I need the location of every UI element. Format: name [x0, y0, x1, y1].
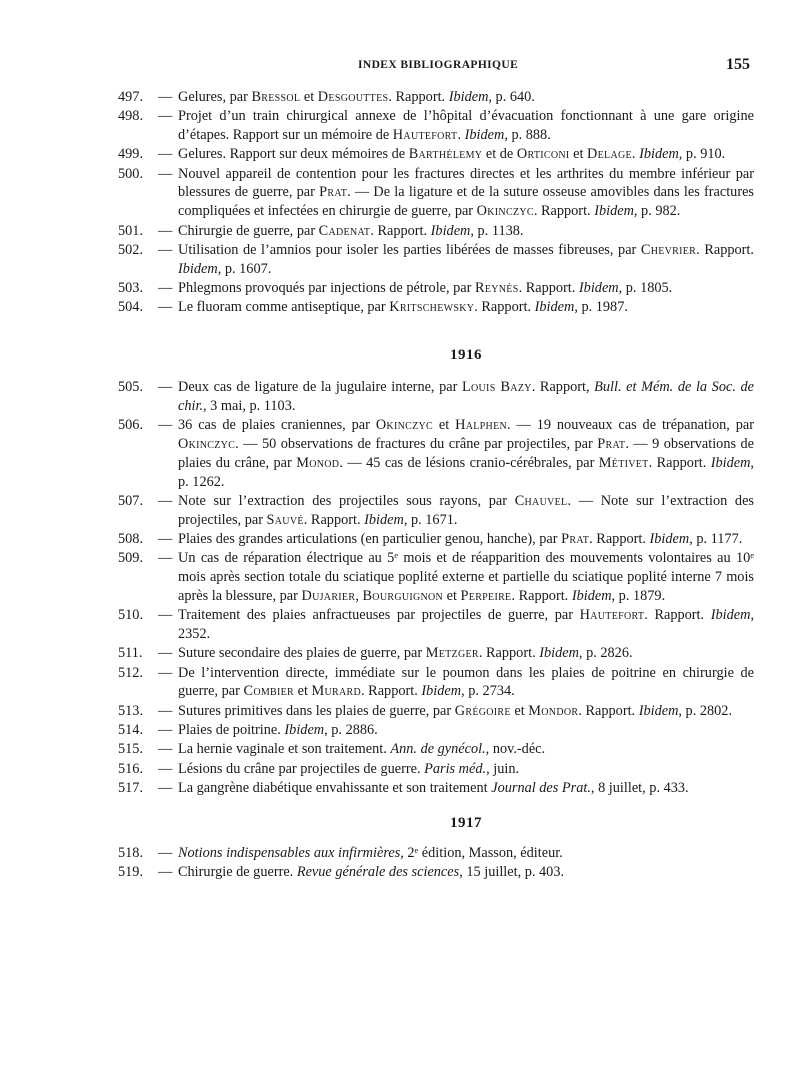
bibliography-entry — [118, 606, 754, 644]
bibliography-entry — [118, 664, 754, 702]
entry-dash: — — [158, 417, 173, 434]
page-header — [0, 56, 800, 78]
entry-fragment: , 3 mai, p. 1103. — [203, 397, 296, 414]
entry-fragment: . Rapport. — [303, 511, 365, 528]
entry-number: 501. — [118, 222, 144, 239]
entry-fragment: , p. 2826. — [578, 645, 633, 662]
bibliography-entry — [118, 222, 754, 241]
entry-fragment: . Rapport. — [370, 222, 431, 239]
year-heading: 1917 — [450, 814, 482, 831]
author-name: Murard — [311, 683, 362, 700]
entry-fragment: , 15 juillet, p. 403. — [459, 863, 565, 880]
bibliography-entry — [118, 378, 754, 416]
italic-source: Ibidem — [464, 127, 505, 144]
bibliography-entry — [118, 107, 754, 145]
italic-source: Ibidem — [364, 511, 404, 528]
year-heading: 1916 — [450, 347, 482, 364]
entry-text — [178, 550, 754, 604]
author-name: Prat — [597, 435, 626, 452]
bibliography-entry — [118, 721, 754, 740]
entry-fragment: , p. 888. — [504, 127, 551, 144]
author-name: Bourguignon — [362, 587, 444, 604]
entry-number: 508. — [118, 530, 144, 547]
bibliography-entry — [118, 760, 754, 779]
entry-fragment: Plaies de poitrine. — [178, 721, 285, 738]
italic-source: Ibidem — [539, 645, 579, 662]
entry-text — [178, 89, 535, 105]
author-name: Hautefort — [579, 607, 645, 624]
entry-dash: — — [158, 530, 173, 547]
entry-fragment: . — Note sur l’extraction des projectiles, par — [178, 492, 754, 528]
italic-source: Notions indispensables aux infirmières — [178, 844, 401, 861]
bibliography-entry — [118, 702, 754, 721]
italic-source: Ibidem — [639, 146, 679, 163]
italic-source: Ibidem — [649, 530, 690, 547]
entry-fragment: , p. 2802. — [678, 702, 733, 719]
entry-fragment: Gelures. Rapport sur deux mémoires de — [178, 146, 409, 163]
bibliography-index — [118, 88, 754, 882]
entry-fragment: 36 cas de plaies craniennes, par — [178, 417, 376, 434]
entry-dash: — — [158, 492, 173, 509]
entry-fragment: Gelures, par — [178, 89, 252, 105]
author-name: Halphen — [455, 417, 507, 434]
author-name: Cadenat — [318, 222, 371, 239]
entry-fragment: Projet d’un train chirurgical annexe de l’hôpital d’évacuation fonctionnant à une gare origine d’étapes. Rapport sur un mémoire de — [178, 108, 754, 144]
author-name: Monod — [296, 454, 340, 471]
entry-fragment: Utilisation de l’amnios pour isoler les parties libérées de masses fibreuses, par — [178, 241, 641, 258]
bibliography-entry — [118, 416, 754, 491]
entry-text — [178, 493, 754, 528]
italic-source: Bull. et Mém. de la Soc. de chir. — [178, 379, 754, 414]
entry-text — [178, 761, 519, 777]
author-name: Métivet — [598, 454, 649, 471]
entry-dash: — — [158, 299, 173, 316]
italic-source: Ibidem — [448, 89, 489, 105]
italic-source: Paris méd. — [424, 760, 487, 777]
entry-fragment: , 2ᵉ édition, Masson, éditeur. — [400, 844, 563, 861]
author-name: Perpeire — [460, 587, 512, 604]
bibliography-entry — [118, 492, 754, 530]
entry-fragment: , p. 1138. — [470, 222, 524, 239]
entry-fragment: Sutures primitives dans les plaies de guerre, par — [178, 702, 455, 719]
entry-fragment: . — 19 nouveaux cas de trépanation, par — [507, 417, 755, 434]
entry-dash: — — [158, 779, 173, 796]
entry-fragment: . Rapport. — [361, 683, 422, 700]
entry-fragment: et — [510, 702, 529, 719]
entry-text — [178, 845, 563, 861]
entry-fragment: Deux cas de ligature de la jugulaire interne, par — [178, 379, 462, 396]
italic-source: Ibidem — [178, 260, 218, 277]
entry-text — [178, 864, 564, 880]
author-name: Chevrier — [640, 241, 697, 258]
entry-fragment: , p. 2734. — [461, 683, 515, 700]
entry-number: 500. — [118, 165, 144, 182]
entry-fragment: . Rapport. — [511, 587, 572, 604]
entry-fragment: , p. 1671. — [403, 511, 458, 528]
entry-text — [178, 242, 754, 277]
entry-number: 517. — [118, 779, 144, 796]
entry-fragment: Chirurgie de guerre, par — [178, 222, 319, 239]
author-name: Combier — [243, 683, 295, 700]
entry-number: 499. — [118, 146, 144, 163]
entry-text — [178, 703, 732, 719]
author-name: Mondor — [528, 702, 579, 719]
entry-text — [178, 645, 633, 661]
bibliography-entry — [118, 844, 754, 863]
entry-fragment: Traitement des plaies anfractueuses par projectiles de guerre, par — [178, 607, 580, 624]
bibliography-entry — [118, 165, 754, 221]
bibliography-entry — [118, 241, 754, 279]
entry-text — [178, 417, 754, 489]
italic-source: Ibidem — [421, 683, 462, 700]
entry-number: 505. — [118, 379, 144, 396]
entry-dash: — — [158, 741, 173, 758]
entry-dash: — — [158, 108, 173, 125]
bibliography-entry — [118, 530, 754, 549]
running-title: INDEX BIBLIOGRAPHIQUE — [358, 59, 519, 71]
author-name: Bressol — [251, 89, 301, 105]
author-name: Prat — [561, 530, 590, 547]
entry-fragment: , p. 910. — [678, 146, 726, 163]
entry-dash: — — [158, 146, 173, 163]
entry-fragment: . Rapport. — [648, 454, 711, 471]
author-name: Metzger — [425, 645, 479, 662]
entry-dash: — — [158, 645, 173, 662]
italic-source: Ann. de gynécol. — [390, 741, 486, 758]
author-name: Kritschewsky — [389, 299, 475, 316]
entry-number: 509. — [118, 550, 144, 567]
entry-fragment: . Rapport. — [589, 530, 650, 547]
entry-dash: — — [158, 89, 173, 105]
italic-source: Ibidem — [638, 702, 679, 719]
entry-fragment: La gangrène diabétique envahissante et son traitement — [178, 779, 492, 796]
entry-fragment: et — [443, 587, 461, 604]
entry-fragment: Nouvel appareil de contention pour les fractures directes et les arthrites du membre inférieur par blessures de guerre, par — [178, 165, 754, 201]
bibliography-entry — [118, 88, 754, 107]
italic-source: Ibidem — [594, 203, 634, 220]
entry-number: 515. — [118, 741, 144, 758]
entry-number: 498. — [118, 108, 144, 125]
entry-fragment: . Rapport. — [478, 645, 540, 662]
author-name: Chauvel — [514, 492, 568, 509]
entry-text — [178, 741, 545, 757]
entry-fragment: , p. 982. — [633, 203, 681, 220]
entry-text — [178, 531, 742, 547]
italic-source: Ibidem — [710, 454, 751, 471]
entry-text — [178, 280, 672, 296]
entry-text — [178, 665, 754, 700]
entry-fragment: . Rapport. — [474, 299, 535, 316]
entry-fragment: et — [300, 89, 318, 105]
entry-dash: — — [158, 241, 173, 258]
author-name: Okinczyc — [375, 417, 433, 434]
entry-dash: — — [158, 664, 173, 681]
author-name: Reynès — [475, 279, 519, 296]
italic-source: Ibidem — [430, 222, 471, 239]
author-name: Okinczyc — [178, 435, 236, 452]
entry-fragment: , p. 640. — [488, 89, 535, 105]
entry-text — [178, 166, 754, 220]
entry-fragment: Le fluoram comme antiseptique, par — [178, 299, 390, 316]
entry-dash: — — [158, 550, 173, 567]
entry-fragment: , p. 2886. — [324, 721, 378, 738]
author-name: Louis Bazy — [461, 379, 532, 396]
entry-dash: — — [158, 844, 173, 861]
author-name: Dujarier — [301, 587, 356, 604]
entry-fragment: . — De la ligature et de la suture osseuse amovibles dans les fractures compliquées et infectées en chirurgie de guerre, par — [178, 184, 754, 220]
entry-fragment: . Rapport. — [696, 241, 754, 258]
entry-fragment: La hernie vaginale et son traitement. — [178, 741, 391, 758]
italic-source: Journal des Prat. — [491, 779, 591, 796]
author-name: Orticoni — [516, 146, 570, 163]
entry-number: 510. — [118, 607, 144, 624]
entry-fragment: , — [355, 587, 363, 604]
bibliography-entry — [118, 740, 754, 759]
entry-dash: — — [158, 379, 173, 396]
entry-number: 497. — [118, 89, 144, 105]
bibliography-entry — [118, 298, 754, 317]
italic-source: Ibidem — [571, 587, 612, 604]
entry-number: 513. — [118, 702, 144, 719]
entry-text — [178, 299, 628, 315]
author-name: Sauvé — [266, 511, 304, 528]
entry-dash: — — [158, 279, 173, 296]
bibliography-entry — [118, 279, 754, 298]
entry-fragment: et — [432, 417, 456, 434]
entry-fragment: , p. 1262. — [178, 454, 754, 490]
author-name: Hautefort — [392, 127, 458, 144]
entry-fragment: . — 50 observations de fractures du crâne par projectiles, par — [235, 435, 598, 452]
bibliography-entry — [118, 145, 754, 164]
entry-fragment: , p. 1607. — [217, 260, 272, 277]
bibliography-entry — [118, 644, 754, 663]
bibliography-entry — [118, 549, 754, 605]
entry-number: 507. — [118, 492, 144, 509]
entry-dash: — — [158, 607, 173, 624]
author-name: Desgouttes — [317, 89, 389, 105]
entry-number: 514. — [118, 721, 144, 738]
entry-fragment: . — 45 cas de lésions cranio-cérébrales, par — [339, 454, 599, 471]
entry-fragment: et — [569, 146, 587, 163]
entry-fragment: . — [457, 127, 465, 144]
bibliography-entry — [118, 863, 754, 882]
entry-fragment: , p. 1177. — [689, 530, 743, 547]
entry-fragment: Suture secondaire des plaies de guerre, par — [178, 645, 426, 662]
author-name: Okinczyc — [476, 203, 534, 220]
entry-dash: — — [158, 863, 173, 880]
entry-fragment: De l’intervention directe, immédiate sur le poumon dans les plaies de poitrine en chirurgie de guerre, par — [178, 664, 754, 700]
entry-text — [178, 146, 725, 162]
entry-fragment: , p. 1805. — [618, 279, 673, 296]
entry-number: 512. — [118, 664, 144, 681]
entry-fragment: . Rapport. — [578, 702, 639, 719]
author-name: Delage — [587, 146, 632, 163]
entry-fragment: , nov.-déc. — [485, 741, 546, 758]
page-number: 155 — [726, 56, 750, 73]
entry-fragment: et — [294, 683, 312, 700]
entry-fragment: et de — [482, 146, 517, 163]
entry-dash: — — [158, 760, 173, 777]
entry-text — [178, 108, 754, 143]
italic-source: Revue générale des sciences — [296, 863, 460, 880]
entry-dash: — — [158, 702, 173, 719]
entry-fragment: Phlegmons provoqués par injections de pétrole, par — [178, 279, 475, 296]
entry-fragment: Plaies des grandes articulations (en particulier genou, hanche), par — [178, 530, 562, 547]
entry-number: 519. — [118, 863, 144, 880]
entry-dash: — — [158, 165, 173, 182]
entry-number: 504. — [118, 299, 144, 316]
entry-fragment: Lésions du crâne par projectiles de guerre. — [178, 760, 425, 777]
bibliography-entry — [118, 779, 754, 798]
author-name: Barthélemy — [408, 146, 483, 163]
entry-fragment: . Rapport. — [644, 607, 711, 624]
entry-fragment: Note sur l’extraction des projectiles sous rayons, par — [178, 492, 515, 509]
entry-fragment: . Rapport. — [533, 203, 595, 220]
entry-fragment: Un cas de réparation électrique au 5ᵉ mois et de réapparition des mouvements volontaires au 10ᵉ mois après section totale du sciatique poplité externe et partielle du sciatique poplité interne 7 mois après la blessure, par — [178, 550, 754, 604]
italic-source: Ibidem — [284, 721, 325, 738]
entry-fragment: , 8 juillet, p. 433. — [590, 779, 689, 796]
italic-source: Ibidem — [578, 279, 619, 296]
author-name: Grégoire — [454, 702, 511, 719]
entry-text — [178, 379, 754, 414]
author-name: Prat — [319, 184, 348, 201]
entry-fragment: . Rapport. — [388, 89, 449, 105]
entry-number: 503. — [118, 279, 144, 296]
entry-fragment: , p. 1987. — [574, 299, 628, 316]
entry-text — [178, 722, 378, 738]
entry-text — [178, 223, 523, 239]
entry-fragment: , 2352. — [178, 607, 755, 642]
entry-fragment: . Rapport. — [518, 279, 579, 296]
entry-text — [178, 607, 754, 642]
entry-number: 518. — [118, 844, 144, 861]
entry-number: 516. — [118, 760, 144, 777]
entry-fragment: . — [631, 146, 640, 163]
entry-fragment: , juin. — [486, 760, 520, 777]
entry-number: 511. — [118, 645, 143, 662]
entry-fragment: Chirurgie de guerre. — [178, 863, 297, 880]
italic-source: Ibidem — [710, 607, 751, 624]
entry-fragment: . — 9 observations de plaies du crâne, par — [178, 435, 755, 471]
entry-number: 506. — [118, 417, 144, 434]
entry-dash: — — [158, 222, 173, 239]
entry-fragment: , p. 1879. — [611, 587, 666, 604]
entry-dash: — — [158, 721, 173, 738]
entry-text — [178, 780, 689, 796]
italic-source: Ibidem — [534, 299, 575, 316]
entry-fragment: . Rapport, — [531, 379, 595, 396]
entry-number: 502. — [118, 241, 144, 258]
